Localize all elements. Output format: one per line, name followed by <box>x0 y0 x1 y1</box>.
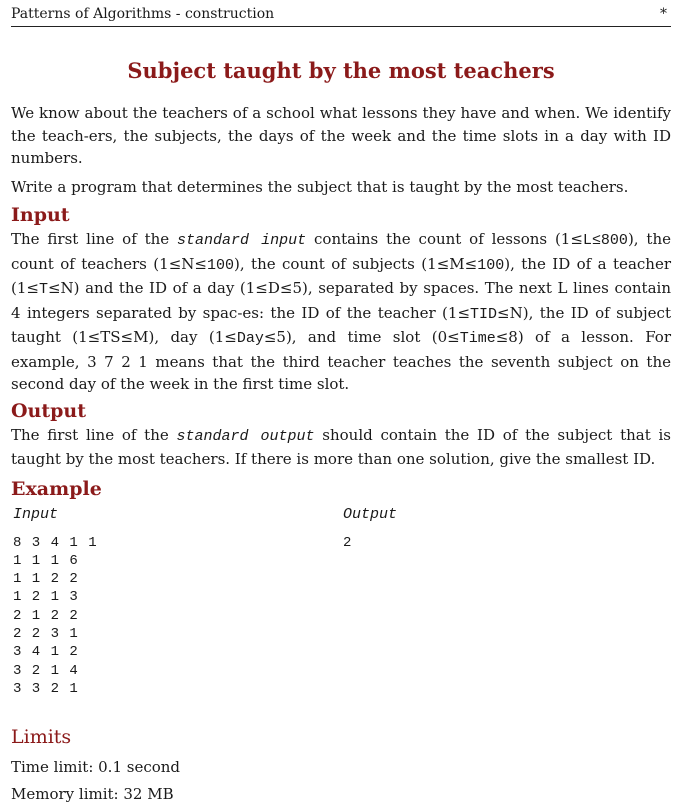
example-input-line: 3 2 1 4 <box>13 662 79 679</box>
example-output-lines <box>343 534 397 552</box>
tid-var-code: TID <box>470 305 498 323</box>
example-input-line: 2 2 3 1 <box>13 625 79 642</box>
standard-output-code: standard output <box>176 427 315 445</box>
input-text-4: ), the count of subjects (1≤M≤ <box>233 254 478 273</box>
example-input-line: 8 3 4 1 1 <box>13 534 98 551</box>
input-text-8: ≤5), and time slot (0≤ <box>263 328 460 346</box>
header-title: Patterns of Algorithms - construction <box>11 6 275 22</box>
example-input-column <box>13 504 98 699</box>
standard-input-code: standard input <box>177 232 307 249</box>
example-input-line: 3 4 1 2 <box>13 644 79 661</box>
time-limit: Time limit: 0.1 second <box>11 757 181 776</box>
limits-heading: Limits <box>11 725 72 748</box>
example-heading: Example <box>11 477 102 500</box>
output-description <box>11 424 671 471</box>
example-input-line: 1 1 2 2 <box>13 571 79 588</box>
output-text-2: should contain the ID of the subject that is taught by the most teachers. If there is more than one solution, give the smallest ID. <box>11 425 671 468</box>
example-output-label: Output <box>343 505 398 523</box>
input-text-9: ≤8) of a lesson. For example, 3 7 2 1 means that the third teacher teaches the seventh subject on the second day of the week in the first time slot. <box>11 328 671 393</box>
time-var-code: Time <box>459 330 496 347</box>
example-input-line: 3 3 2 1 <box>13 680 79 697</box>
day-var-code: Day <box>236 330 264 347</box>
example-input-line: 1 1 1 6 <box>13 552 79 569</box>
teachers-bound-code: 100 <box>206 256 234 274</box>
input-text-7: ≤N), the ID of subject taught (1≤TS≤M), day (1≤ <box>11 303 671 346</box>
input-text-1: The first line of the <box>11 230 178 248</box>
example-input-line: 1 2 1 3 <box>13 589 79 606</box>
input-text-2: contains the count of lessons (1≤ <box>306 230 583 248</box>
teacher-var-code: T <box>38 281 48 298</box>
intro-paragraph-2: Write a program that determines the subject that is taught by the most teachers. <box>11 177 629 196</box>
header-mark: * <box>660 6 667 22</box>
subjects-bound-code: 100 <box>477 256 505 274</box>
problem-title: Subject taught by the most teachers <box>127 58 555 83</box>
example-input-lines <box>13 534 98 699</box>
example-output-line: 2 <box>343 534 353 551</box>
input-text-5: ), the ID of a teacher (1≤ <box>11 254 671 297</box>
input-text-3: ), the count of teachers (1≤N≤ <box>11 230 671 273</box>
intro-paragraph-1: We know about the teachers of a school what lessons they have and when. We identify the teach-ers, the subjects, the days of the week and the time slots in a day with ID numbers. <box>11 104 671 167</box>
example-output-column <box>343 504 397 552</box>
input-text-6: ≤N) and the ID of a day (1≤D≤5), separated by spaces. The next L lines contain 4 integers separated by spac-es: the ID of the teacher (1≤ <box>11 279 671 322</box>
example-block <box>11 504 671 714</box>
lessons-bound-code: L≤800 <box>582 232 628 249</box>
example-input-label: Input <box>13 505 59 523</box>
output-heading: Output <box>11 399 87 422</box>
running-header <box>11 0 671 27</box>
memory-limit: Memory limit: 32 MB <box>11 784 174 803</box>
output-text-1: The first line of the <box>11 425 177 444</box>
input-description <box>11 228 671 396</box>
input-heading: Input <box>11 204 70 226</box>
problem-page <box>11 0 671 805</box>
example-input-line: 2 1 2 2 <box>13 607 79 624</box>
